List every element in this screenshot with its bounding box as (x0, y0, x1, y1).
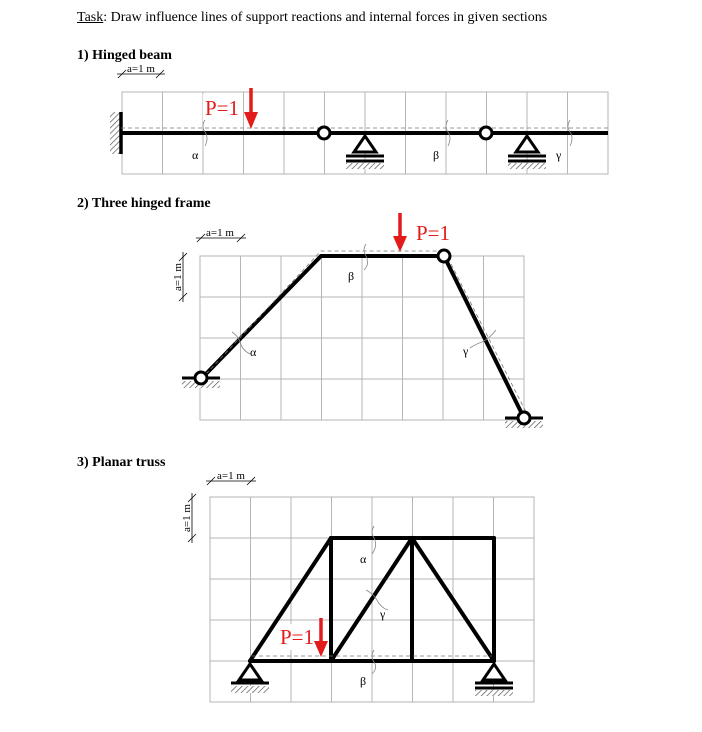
truss-load (278, 618, 328, 657)
truss-beta-label: β (360, 674, 367, 688)
beam-support-2 (508, 136, 546, 169)
beam-title: 1) Hinged beam (77, 48, 172, 63)
truss-alpha-label: α (360, 552, 367, 566)
beam-alpha-label: α (192, 148, 199, 162)
frame-dim-label-h: a=1 m (206, 227, 234, 239)
frame-load (393, 213, 450, 252)
beam-support-1 (346, 136, 384, 169)
truss-dimension-h (206, 470, 256, 485)
beam-load (203, 88, 258, 129)
frame-beta-label: β (348, 269, 355, 283)
frame-gamma-label: γ (463, 344, 469, 358)
truss-right-support (475, 664, 513, 696)
beam-fixed-support (110, 112, 121, 154)
frame-dimension-v (172, 252, 187, 302)
truss-load-label: P=1 (279, 625, 315, 649)
frame-dim-label-v: a=1 m (172, 263, 184, 291)
beam-dimension (117, 63, 165, 78)
truss-dim-label-h: a=1 m (217, 470, 245, 482)
truss-dim-label-v: a=1 m (181, 504, 193, 532)
task-text: : Draw influence lines of support reactions and internal forces in given sections (103, 10, 548, 25)
frame-member (202, 251, 528, 418)
truss-gamma-label: γ (380, 607, 386, 621)
frame-dimension-h (196, 227, 246, 242)
truss-title: 3) Planar truss (77, 455, 166, 470)
frame-title: 2) Three hinged frame (77, 196, 211, 211)
beam-hinge-2 (480, 127, 492, 139)
frame-load-label: P=1 (416, 221, 451, 245)
beam-load-label: P=1 (204, 96, 240, 120)
beam-beta-label: β (433, 148, 440, 162)
frame-top-hinge (438, 250, 450, 262)
task-label: Task (77, 10, 104, 25)
frame-alpha-label: α (250, 345, 257, 359)
beam-dim-label: a=1 m (127, 63, 155, 75)
frame-left-support (182, 372, 220, 388)
frame-grid (200, 256, 524, 420)
truss-dimension-v (181, 493, 196, 543)
beam-hinge-1 (318, 127, 330, 139)
beam-gamma-label: γ (556, 148, 562, 162)
truss-left-support (231, 664, 269, 693)
